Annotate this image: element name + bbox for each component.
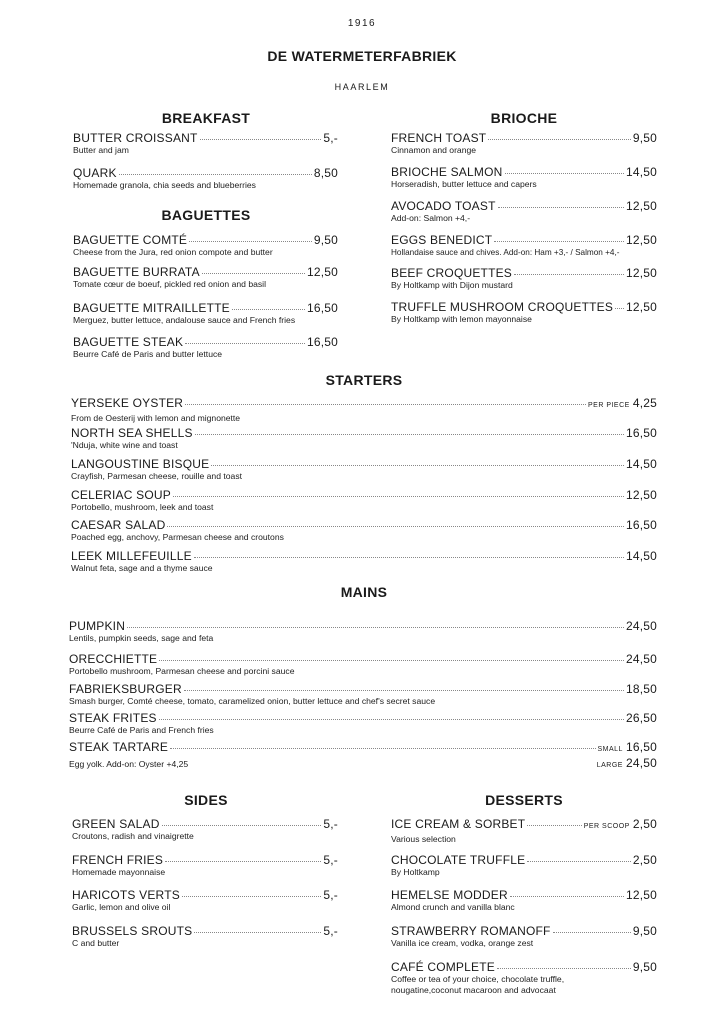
item-price: 16,50 [625, 426, 657, 440]
menu-item [391, 131, 657, 156]
item-description: Vanilla ice cream, vodka, orange zest [391, 938, 534, 948]
item-description: Add-on: Salmon +4,- [391, 213, 471, 223]
menu-item [71, 549, 657, 574]
item-description: Homemade granola, chia seeds and blueberries [73, 180, 256, 190]
item-name: BRIOCHE SALMON [391, 165, 503, 179]
section-title-sides: SIDES [184, 792, 228, 808]
item-price: 24,50 [625, 619, 657, 633]
item-description: Beurre Café de Paris and butter lettuce [73, 349, 223, 359]
item-name: NORTH SEA SHELLS [71, 426, 193, 440]
item-price: 2,50 [632, 853, 657, 867]
leader-dots [527, 825, 581, 826]
item-price-small: 16,50 [625, 740, 657, 754]
item-description: From de Oesterij with lemon and mignonette [71, 413, 241, 423]
item-name: LEEK MILLEFEUILLE [71, 549, 192, 563]
price-qualifier-small: SMALL [597, 746, 623, 753]
item-description: Crayfish, Parmesan cheese, rouille and toast [71, 471, 243, 481]
item-price: 26,50 [625, 711, 657, 725]
section-title-brioche: BRIOCHE [490, 110, 558, 126]
item-description: Coffee or tea of your choice, chocolate truffle, nougatine,coconut macaroon and advocaat [391, 974, 565, 995]
menu-item [72, 853, 338, 878]
leader-dots [162, 825, 322, 826]
leader-dots [200, 139, 322, 140]
item-name: YERSEKE OYSTER [71, 396, 184, 410]
menu-item [73, 265, 338, 290]
menu-item [72, 924, 338, 949]
section-title-starters: STARTERS [325, 372, 403, 388]
item-name: LANGOUSTINE BISQUE [71, 457, 210, 471]
menu-item-steak-tartare [69, 740, 657, 772]
leader-dots [127, 627, 624, 628]
item-price: 5,- [323, 817, 338, 831]
item-name: CHOCOLATE TRUFFLE [391, 853, 526, 867]
item-price: 14,50 [625, 549, 657, 563]
item-price: 16,50 [306, 335, 338, 349]
item-description: Almond crunch and vanilla blanc [391, 902, 515, 912]
menu-item [71, 426, 657, 451]
item-price: 5,- [323, 888, 338, 902]
menu-item [391, 960, 657, 996]
leader-dots [182, 896, 321, 897]
leader-dots [189, 241, 312, 242]
leader-dots [553, 932, 631, 933]
menu-item [391, 300, 657, 325]
menu-year: 1916 [347, 18, 377, 29]
leader-dots [119, 174, 312, 175]
item-price: 18,50 [625, 682, 657, 696]
menu-item [391, 266, 657, 291]
leader-dots [615, 308, 624, 309]
leader-dots [184, 690, 624, 691]
leader-dots [159, 660, 624, 661]
item-name: STRAWBERRY ROMANOFF [391, 924, 551, 938]
city-name: HAARLEM [334, 82, 390, 92]
menu-item [391, 888, 657, 913]
menu-item [73, 131, 338, 156]
item-price: 12,50 [625, 233, 657, 247]
item-description: Beurre Café de Paris and French fries [69, 725, 214, 735]
item-name: HEMELSE MODDER [391, 888, 508, 902]
item-description: Butter and jam [73, 145, 129, 155]
menu-item [73, 166, 338, 191]
item-price: 4,25 [632, 396, 657, 410]
item-name: STEAK FRITES [69, 711, 157, 725]
item-description: Egg yolk. Add-on: Oyster +4,25 [69, 759, 189, 769]
price-qualifier: PER PIECE [587, 402, 630, 409]
menu-item [391, 199, 657, 224]
item-description: Portobello, mushroom, leek and toast [71, 502, 214, 512]
item-name: QUARK [73, 166, 117, 180]
item-name: BAGUETTE BURRATA [73, 265, 200, 279]
item-name: FRENCH FRIES [72, 853, 164, 867]
item-price: 5,- [323, 853, 338, 867]
item-price: 12,50 [625, 199, 657, 213]
item-price: 9,50 [632, 131, 657, 145]
leader-dots [194, 557, 624, 558]
item-description: By Holtkamp with lemon mayonnaise [391, 314, 532, 324]
item-name: CAFÉ COMPLETE [391, 960, 495, 974]
menu-item [391, 165, 657, 190]
item-price: 12,50 [625, 300, 657, 314]
item-description: By Holtkamp [391, 867, 440, 877]
menu-item [391, 924, 657, 949]
menu-item [69, 711, 657, 736]
item-price: 16,50 [306, 301, 338, 315]
leader-dots [497, 968, 631, 969]
item-price: 9,50 [313, 233, 338, 247]
item-price: 5,- [323, 131, 338, 145]
item-name: BUTTER CROISSANT [73, 131, 198, 145]
leader-dots [514, 274, 624, 275]
item-price: 14,50 [625, 165, 657, 179]
item-price: 24,50 [625, 652, 657, 666]
menu-item [73, 335, 338, 360]
item-price: 2,50 [632, 817, 657, 831]
menu-item [71, 457, 657, 482]
item-description: Walnut feta, sage and a thyme sauce [71, 563, 213, 573]
item-name: ORECCHIETTE [69, 652, 158, 666]
item-name: TRUFFLE MUSHROOM CROQUETTES [391, 300, 614, 314]
item-name: FABRIEKSBURGER [69, 682, 182, 696]
price-qualifier-large: LARGE [596, 762, 623, 769]
item-description: Garlic, lemon and olive oil [72, 902, 171, 912]
item-description: C and butter [72, 938, 120, 948]
item-description: Merguez, butter lettuce, andalouse sauce and French fries [73, 315, 296, 325]
item-price: 14,50 [625, 457, 657, 471]
menu-item [69, 652, 657, 677]
item-description: Cinnamon and orange [391, 145, 477, 155]
restaurant-name: DE WATERMETERFABRIEK [267, 48, 457, 64]
item-price: 8,50 [313, 166, 338, 180]
item-description: 'Nduja, white wine and toast [71, 440, 178, 450]
leader-dots [488, 139, 631, 140]
item-price: 12,50 [625, 266, 657, 280]
item-description: Hollandaise sauce and chives. Add-on: Ham +3,- / Salmon +4,- [391, 248, 620, 257]
item-description: Homemade mayonnaise [72, 867, 166, 877]
item-price: 5,- [323, 924, 338, 938]
leader-dots [170, 748, 595, 749]
menu-item [73, 233, 338, 258]
item-description: Smash burger, Comté cheese, tomato, caramelized onion, butter lettuce and chef's secret sauce [69, 696, 436, 706]
item-description: Portobello mushroom, Parmesan cheese and porcini sauce [69, 666, 295, 676]
item-description: Croutons, radish and vinaigrette [72, 831, 194, 841]
menu-item [71, 488, 657, 513]
leader-dots [202, 273, 305, 274]
item-description: Tomate cœur de boeuf, pickled red onion and basil [73, 279, 266, 289]
leader-dots [194, 932, 321, 933]
item-name: BAGUETTE STEAK [73, 335, 184, 349]
price-qualifier: PER SCOOP [583, 823, 630, 830]
item-name: ICE CREAM & SORBET [391, 817, 526, 831]
section-title-desserts: DESSERTS [485, 792, 563, 808]
item-name: BRUSSELS SROUTS [72, 924, 193, 938]
leader-dots [494, 241, 624, 242]
item-name: GREEN SALAD [72, 817, 160, 831]
leader-dots [505, 173, 624, 174]
leader-dots [232, 309, 305, 310]
item-description: Various selection [391, 834, 456, 844]
item-name: CELERIAC SOUP [71, 488, 171, 502]
item-name: AVOCADO TOAST [391, 199, 496, 213]
menu-item [69, 682, 657, 707]
menu-item [391, 817, 657, 845]
section-title-baguettes: BAGUETTES [161, 207, 251, 223]
item-name: PUMPKIN [69, 619, 126, 633]
item-name: CAESAR SALAD [71, 518, 166, 532]
item-price: 16,50 [625, 518, 657, 532]
item-description: Poached egg, anchovy, Parmesan cheese and croutons [71, 532, 284, 542]
leader-dots [167, 526, 624, 527]
item-price: 9,50 [632, 924, 657, 938]
item-name: BAGUETTE COMTÉ [73, 233, 188, 247]
leader-dots [527, 861, 631, 862]
item-price-large: 24,50 [625, 756, 657, 770]
section-title-breakfast: BREAKFAST [161, 110, 251, 126]
leader-dots [185, 343, 305, 344]
leader-dots [173, 496, 624, 497]
item-description: Lentils, pumpkin seeds, sage and feta [69, 633, 214, 643]
menu-item [391, 853, 657, 878]
item-name: HARICOTS VERTS [72, 888, 180, 902]
item-name: STEAK TARTARE [69, 740, 169, 754]
item-price: 12,50 [625, 888, 657, 902]
section-title-mains: MAINS [340, 584, 388, 600]
leader-dots [185, 404, 586, 405]
item-price: 12,50 [625, 488, 657, 502]
item-name: FRENCH TOAST [391, 131, 487, 145]
item-price: 12,50 [306, 265, 338, 279]
leader-dots [165, 861, 321, 862]
item-name: BAGUETTE MITRAILLETTE [73, 301, 230, 315]
menu-item [73, 301, 338, 326]
menu-item [69, 619, 657, 644]
item-name: EGGS BENEDICT [391, 233, 493, 247]
menu-item [391, 233, 657, 258]
item-description: By Holtkamp with Dijon mustard [391, 280, 513, 290]
item-description: Cheese from the Jura, red onion compote and butter [73, 247, 273, 257]
leader-dots [498, 207, 624, 208]
item-price: 9,50 [632, 960, 657, 974]
menu-item [71, 396, 657, 424]
menu-item [72, 888, 338, 913]
leader-dots [195, 434, 624, 435]
leader-dots [510, 896, 624, 897]
item-name: BEEF CROQUETTES [391, 266, 513, 280]
leader-dots [211, 465, 624, 466]
item-description: Horseradish, butter lettuce and capers [391, 179, 537, 189]
menu-item [72, 817, 338, 842]
menu-item [71, 518, 657, 543]
leader-dots [159, 719, 624, 720]
